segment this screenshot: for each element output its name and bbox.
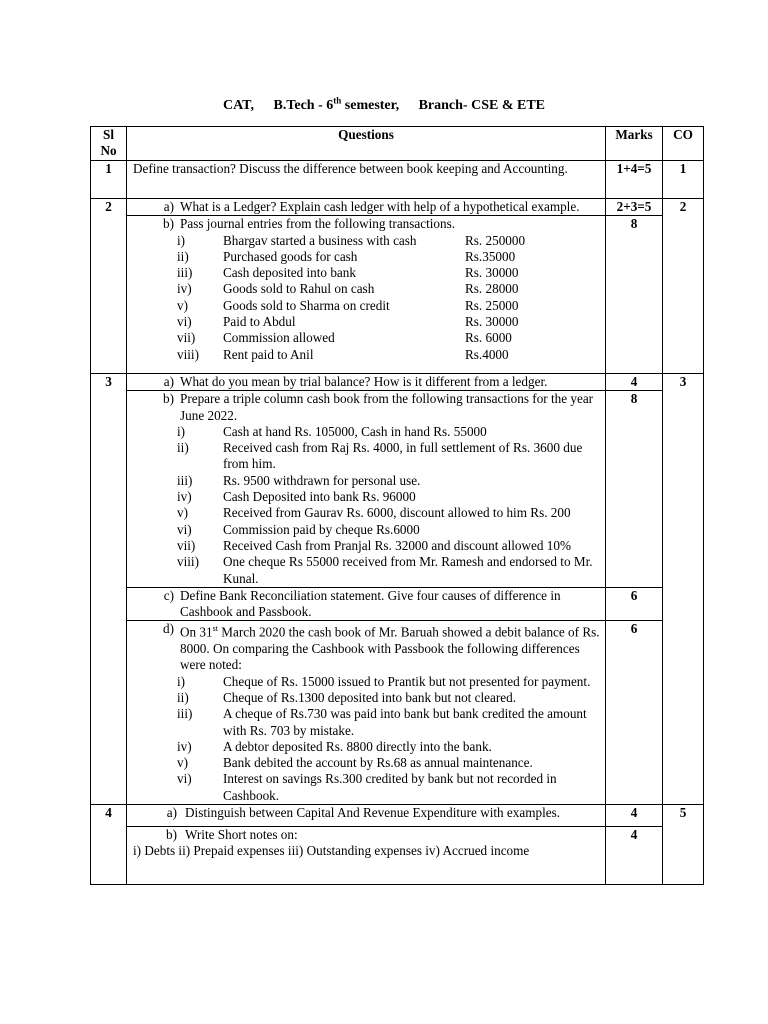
course-name: B.Tech - 6th semester,: [273, 95, 400, 113]
co-2: 2: [663, 199, 704, 374]
col-sl-no: Sl No: [91, 127, 127, 161]
exam-name: CAT,: [223, 97, 254, 113]
branch-name: Branch- CSE & ETE: [418, 97, 545, 113]
marks-2b: 8: [606, 216, 663, 374]
sl-3: 3: [91, 373, 127, 804]
question-4b: b) Write Short notes on: i) Debts ii) Prepaid expenses iii) Outstanding expenses iv) Accrued income: [127, 827, 606, 885]
question-row-3a: [91, 373, 704, 390]
question-row-3c: [91, 587, 704, 621]
marks-4b: 4: [606, 827, 663, 885]
short-notes-list: i) Debts ii) Prepaid expenses iii) Outstanding expenses iv) Accrued income: [133, 843, 530, 859]
question-row-3b: [91, 391, 704, 588]
question-2a: a) What is a Ledger? Explain cash ledger with help of a hypothetical example.: [127, 199, 606, 216]
marks-3a: 4: [606, 373, 663, 390]
question-row-3d: [91, 621, 704, 805]
co-4: 5: [663, 805, 704, 885]
col-marks: Marks: [606, 127, 663, 161]
question-4a: a) Distinguish between Capital And Revenue Expenditure with examples.: [127, 805, 606, 827]
col-co: CO: [663, 127, 704, 161]
marks-4a: 4: [606, 805, 663, 827]
sl-1: 1: [91, 161, 127, 199]
question-row-4b: [91, 827, 704, 885]
question-table: [90, 126, 704, 885]
question-2b: b) Pass journal entries from the following transactions. i) Bhargav started a business with cash Rs. 250000 ii) Purchased goods for cash Rs.35000 iii) Cash deposited into bank Rs. 30000 iv) Goods sold to Rahul on cash Rs. 28000 v) Goods sold to Sharma on credit Rs. 25000 vi) Paid to Abdul Rs. 30000 vii) Commission allowed Rs. 6000 viii) Rent paid to Anil Rs.4000: [127, 216, 606, 374]
sl-2: 2: [91, 199, 127, 374]
question-row-1: [91, 161, 704, 199]
question-row-4a: [91, 805, 704, 827]
marks-1: 1+4=5: [606, 161, 663, 199]
sl-4: 4: [91, 805, 127, 885]
question-row-2a: [91, 199, 704, 216]
marks-2a: 2+3=5: [606, 199, 663, 216]
question-row-2b: [91, 216, 704, 374]
question-1-text: Define transaction? Discuss the difference between book keeping and Accounting.: [127, 161, 606, 199]
marks-3c: 6: [606, 587, 663, 621]
question-3c: c) Define Bank Reconciliation statement. Give four causes of difference in Cashbook and Passbook.: [127, 587, 606, 621]
col-questions: Questions: [127, 127, 606, 161]
marks-3b: 8: [606, 391, 663, 588]
co-1: 1: [663, 161, 704, 199]
question-3b: b) Prepare a triple column cash book from the following transactions for the year June 2022. i) Cash at hand Rs. 105000, Cash in hand Rs. 55000 ii) Received cash from Raj Rs. 4000, in full settlement of Rs. 3600 due from him. iii) Rs. 9500 withdrawn for personal use. iv) Cash Deposited into bank Rs. 96000 v) Received from Gaurav Rs. 6000, discount allowed to him Rs. 200 vi) Commission paid by cheque Rs.6000 vii) Received Cash from Pranjal Rs. 32000 and discount allowed 10% viii) One cheque Rs 55000 received from Mr. Ramesh and endorsed to Mr. Kunal.: [127, 391, 606, 588]
table-header-row: [91, 127, 704, 161]
page-title: [0, 95, 768, 114]
question-3d: d) On 31st March 2020 the cash book of Mr. Baruah showed a debit balance of Rs. 8000. On comparing the Cashbook with Passbook the following differences were noted: i) Cheque of Rs. 15000 issued to Prantik but not presented for payment. ii) Cheque of Rs.1300 deposited into bank but not cleared. iii) A cheque of Rs.730 was paid into bank but bank credited the amount with Rs. 703 by mistake. iv) A debtor deposited Rs. 8800 directly into the bank. v) Bank debited the account by Rs.68 as annual maintenance. vi) Interest on savings Rs.300 credited by bank but not recorded in Cashbook.: [127, 621, 606, 805]
co-3: 3: [663, 373, 704, 804]
marks-3d: 6: [606, 621, 663, 805]
question-3a: a) What do you mean by trial balance? How is it different from a ledger.: [127, 373, 606, 390]
